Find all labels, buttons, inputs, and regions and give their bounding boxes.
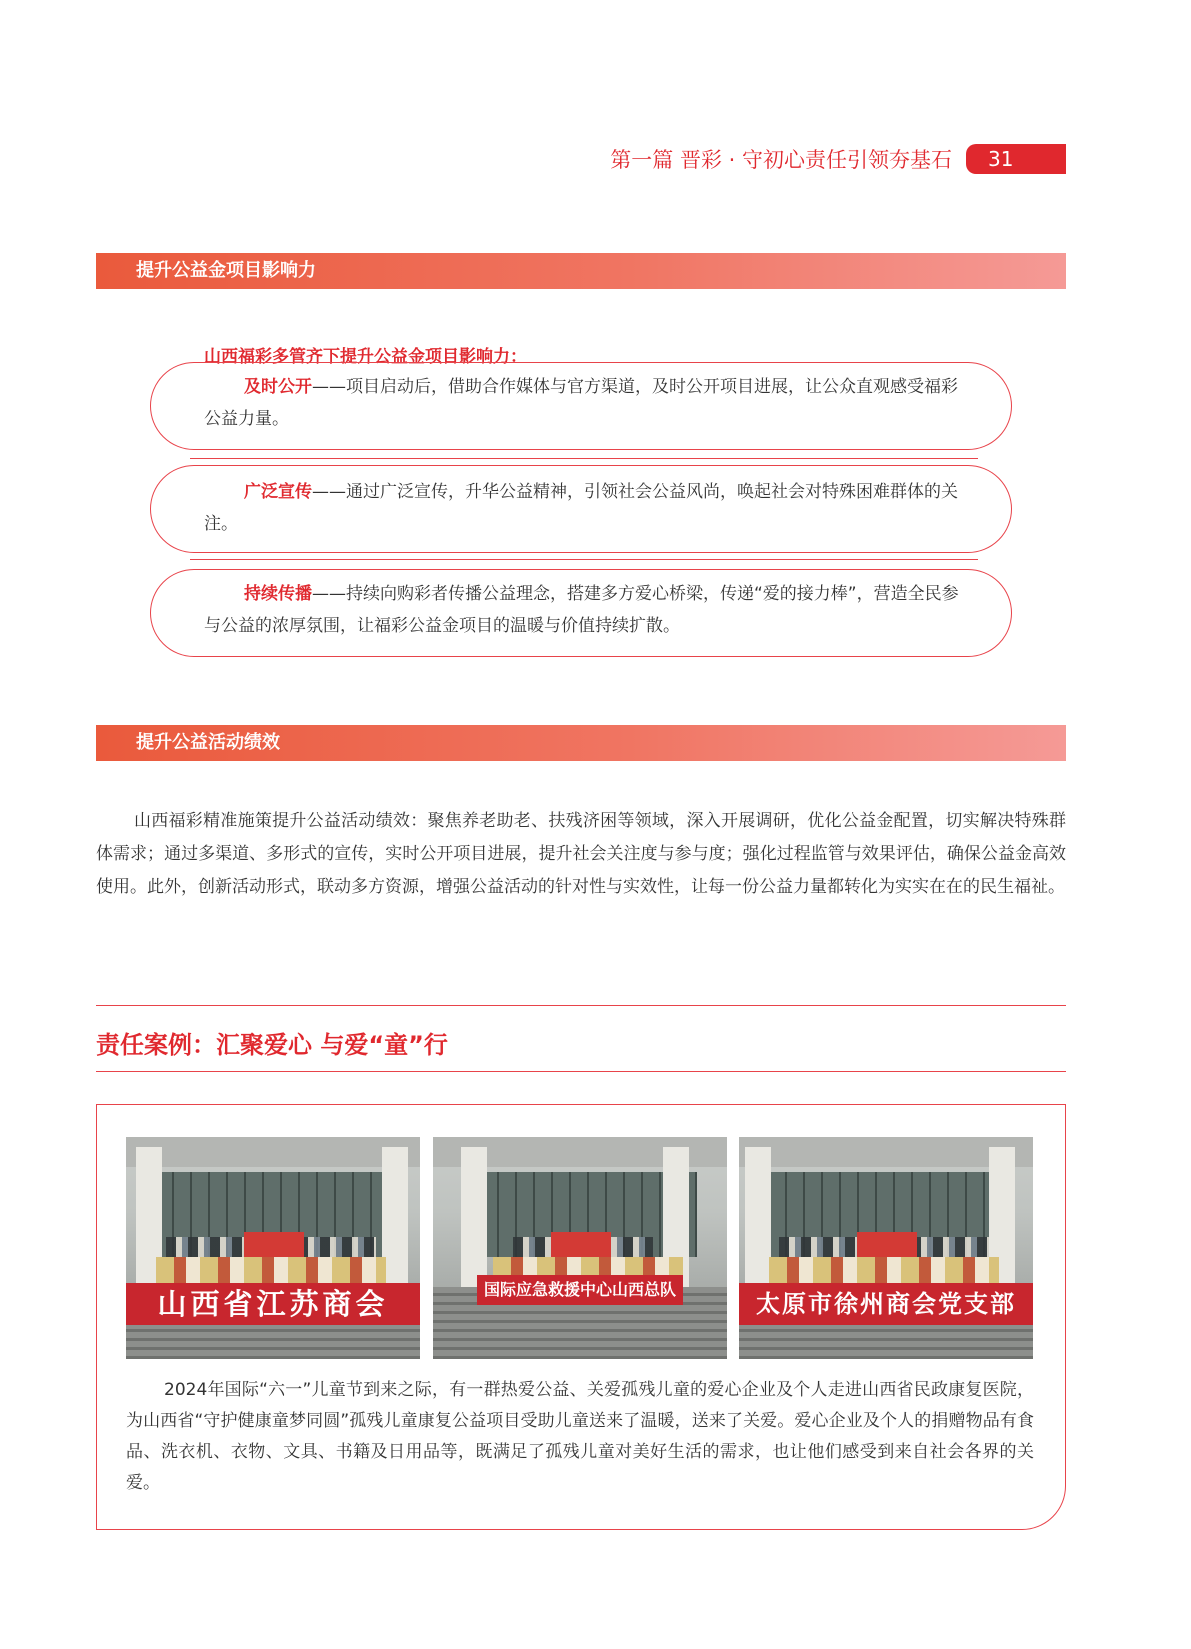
section-heading-bar (96, 253, 1066, 289)
case-bottom-rule (96, 1071, 1066, 1072)
section-heading-bar (96, 725, 1066, 761)
section-title: 提升公益金项目影响力 (136, 260, 316, 281)
photo-banner: 太原市徐州商会党支部 (739, 1283, 1033, 1325)
item-keyword: 及时公开 (244, 377, 312, 397)
case-photo (126, 1137, 420, 1359)
divider (190, 458, 978, 459)
section-paragraph: 山西福彩精准施策提升公益活动绩效：聚焦养老助老、扶残济困等领域，深入开展调研，优化公益金配置，切实解决特殊群体需求；通过多渠道、多形式的宣传，实时公开项目进展，提升社会关注度与参与度；强化过程监管与效果评估，确保公益金高效使用。此外，创新活动形式，联动多方资源，增强公益活动的针对性与实效性，让每一份公益力量都转化为实实在在的民生福祉。 (96, 811, 1066, 897)
section-title: 提升公益活动绩效 (136, 732, 280, 753)
photo-banner: 山西省江苏商会 (126, 1283, 420, 1325)
item-continuous-spread (204, 578, 974, 642)
case-photo (433, 1137, 727, 1359)
case-title: 责任案例：汇聚爱心 与爱“童”行 (96, 1031, 448, 1059)
subheading: 山西福彩多管齐下提升公益金项目影响力： (204, 347, 527, 367)
item-timely-disclosure (204, 371, 974, 435)
case-paragraph: 2024年国际“六一”儿童节到来之际，有一群热爱公益、关爱孤残儿童的爱心企业及个人走进山西省民政康复医院，为山西省“守护健康童梦同圆”孤残儿童康复公益项目受助儿童送来了温暖，送来了关爱。爱心企业及个人的捐赠物品有食品、洗衣机、衣物、文具、书籍及日用品等，既满足了孤残儿童对美好生活的需求，也让他们感受到来自社会各界的关爱。 (126, 1380, 1034, 1493)
item-text: ——通过广泛宣传，升华公益精神，引领社会公益风尚，唤起社会对特殊困难群体的关注。 (204, 482, 958, 534)
divider (190, 559, 978, 560)
photo-banner: 国际应急救援中心山西总队 (477, 1275, 683, 1305)
item-text: ——持续向购彩者传播公益理念，搭建多方爱心桥梁，传递“爱的接力棒”，营造全民参与公益的浓厚氛围，让福彩公益金项目的温暖与价值持续扩散。 (204, 584, 959, 636)
item-keyword: 持续传播 (244, 584, 312, 604)
item-wide-publicity (204, 476, 974, 540)
item-text: ——项目启动后，借助合作媒体与官方渠道，及时公开项目进展，让公众直观感受福彩公益力量。 (204, 377, 958, 429)
page-number: 31 (966, 144, 1066, 174)
page-header (610, 144, 1066, 174)
case-photo (739, 1137, 1033, 1359)
chapter-title: 第一篇 晋彩 · 守初心责任引领夯基石 (610, 148, 952, 172)
item-keyword: 广泛宣传 (244, 482, 312, 502)
case-top-rule (96, 1005, 1066, 1006)
